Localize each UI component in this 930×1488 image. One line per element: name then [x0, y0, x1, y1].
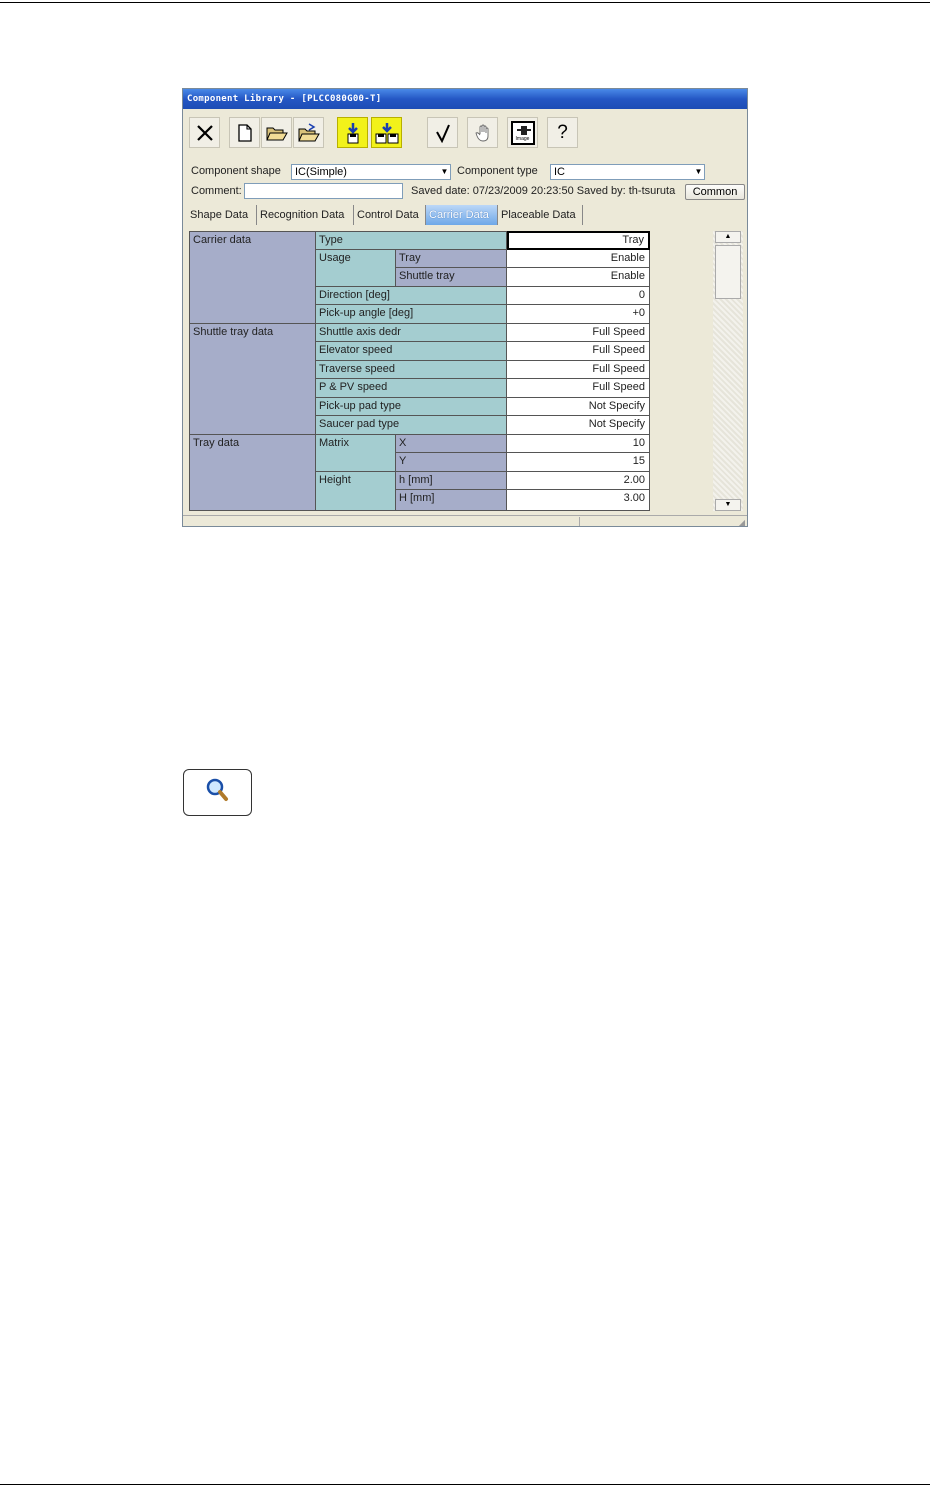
row-label: Usage: [316, 250, 396, 287]
status-divider: [579, 517, 580, 527]
page-top-rule: [0, 2, 930, 3]
row-value[interactable]: 2.00: [507, 472, 650, 490]
open-folder-arrow-icon[interactable]: [293, 117, 324, 148]
row-label: Type: [316, 231, 507, 250]
new-file-icon[interactable]: [229, 117, 260, 148]
row-label: Elevator speed: [316, 342, 507, 361]
save-icon[interactable]: [337, 117, 368, 148]
row-value[interactable]: Enable: [507, 268, 650, 287]
row-sublabel: Y: [396, 453, 507, 472]
row-label: Shuttle axis dedr: [316, 324, 507, 342]
row-sublabel: Shuttle tray: [396, 268, 507, 287]
hand-icon[interactable]: [467, 117, 498, 148]
tab-recognition-data[interactable]: Recognition Data: [257, 205, 354, 225]
row-value[interactable]: Full Speed: [507, 361, 650, 379]
row-value[interactable]: Not Specify: [507, 416, 650, 435]
row-value[interactable]: Full Speed: [507, 324, 650, 342]
page-bottom-rule: [0, 1484, 930, 1485]
saved-info: Saved date: 07/23/2009 20:23:50 Saved by: th-tsuruta: [411, 185, 676, 197]
tab-control-data[interactable]: Control Data: [354, 205, 426, 225]
tab-placeable-data[interactable]: Placeable Data: [498, 205, 583, 225]
row-sublabel: Tray: [396, 250, 507, 268]
chevron-down-icon[interactable]: ▼: [439, 165, 450, 179]
help-icon[interactable]: ?: [547, 117, 578, 148]
status-bar: [183, 515, 747, 527]
image-label: Image: [515, 135, 530, 142]
check-icon[interactable]: [427, 117, 458, 148]
group-carrier-data: Carrier data: [189, 231, 316, 324]
scroll-up-icon[interactable]: ▲: [715, 231, 741, 243]
row-value[interactable]: 0: [507, 287, 650, 305]
row-value[interactable]: Not Specify: [507, 398, 650, 416]
tab-shape-data[interactable]: Shape Data: [187, 205, 257, 225]
chevron-down-icon[interactable]: ▼: [693, 165, 704, 179]
open-folder-icon[interactable]: [261, 117, 292, 148]
row-label: Height: [316, 472, 396, 511]
row-value[interactable]: Full Speed: [507, 379, 650, 398]
row-value[interactable]: Full Speed: [507, 342, 650, 361]
save-all-icon[interactable]: [371, 117, 402, 148]
carrier-data-grid: [189, 231, 650, 511]
image-icon[interactable]: [507, 117, 538, 148]
close-icon[interactable]: [189, 117, 220, 148]
component-type-select[interactable]: IC ▼: [550, 164, 705, 180]
toolbar: [187, 113, 743, 155]
row-label: Pick-up angle [deg]: [316, 305, 507, 324]
vertical-scrollbar[interactable]: [713, 231, 743, 511]
component-type-label: Component type: [457, 165, 538, 177]
scroll-down-icon[interactable]: ▼: [715, 499, 741, 511]
component-shape-label: Component shape: [191, 165, 281, 177]
window-title: Component Library - [PLCC080G00-T]: [183, 89, 747, 109]
magnifier-icon: [183, 769, 252, 816]
row-sublabel: h [mm]: [396, 472, 507, 490]
component-library-window: [182, 88, 748, 527]
resize-grip-icon[interactable]: ◢: [738, 518, 745, 527]
row-value[interactable]: 3.00: [507, 490, 650, 511]
group-shuttle-tray-data: Shuttle tray data: [189, 324, 316, 435]
row-label: Pick-up pad type: [316, 398, 507, 416]
row-value[interactable]: 15: [507, 453, 650, 472]
common-button[interactable]: Common: [685, 184, 745, 200]
comment-label: Comment:: [191, 185, 242, 197]
row-label: P & PV speed: [316, 379, 507, 398]
row-label: Traverse speed: [316, 361, 507, 379]
row-label: Matrix: [316, 435, 396, 472]
row-value[interactable]: Tray: [507, 231, 650, 250]
row-value[interactable]: +0: [507, 305, 650, 324]
row-sublabel: X: [396, 435, 507, 453]
row-value[interactable]: 10: [507, 435, 650, 453]
row-label: Saucer pad type: [316, 416, 507, 435]
row-label: Direction [deg]: [316, 287, 507, 305]
row-value[interactable]: Enable: [507, 250, 650, 268]
component-shape-select[interactable]: IC(Simple) ▼: [291, 164, 451, 180]
scroll-thumb[interactable]: [715, 245, 741, 299]
group-tray-data: Tray data: [189, 435, 316, 511]
comment-field[interactable]: [244, 183, 403, 199]
tab-carrier-data[interactable]: Carrier Data: [426, 205, 498, 225]
row-sublabel: H [mm]: [396, 490, 507, 511]
